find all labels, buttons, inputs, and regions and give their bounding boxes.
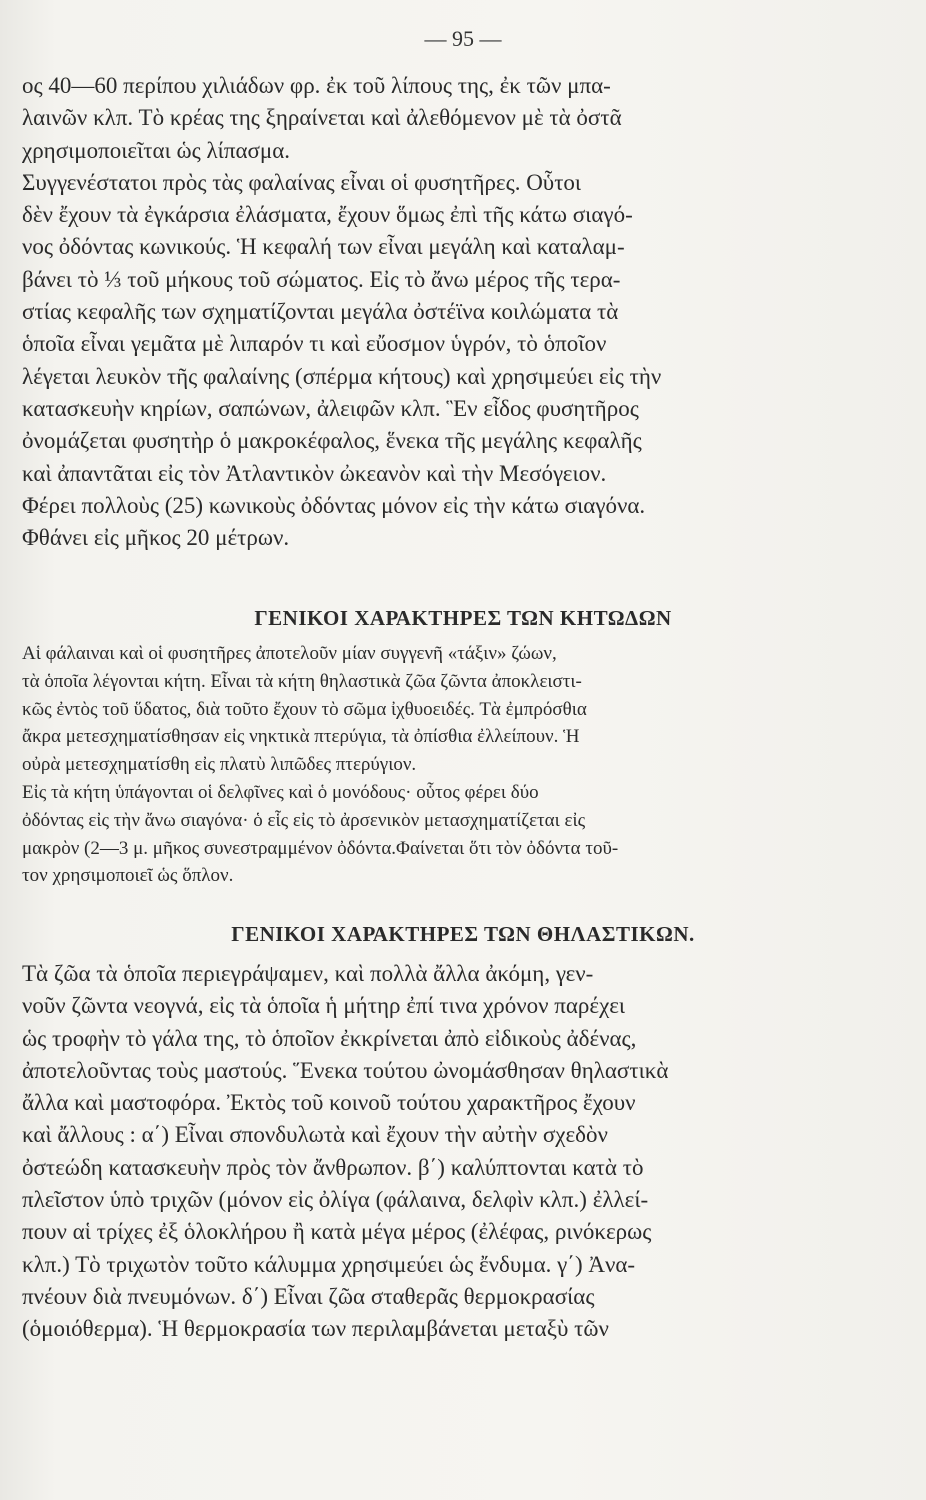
text-line: ὀστεώδη κατασκευὴν πρὸς τὸν ἄνθρωπον. β΄) καλύπτονται κατὰ τὸ: [22, 1154, 644, 1180]
text-line: στίας κεφαλῆς των σχηματίζονται μεγάλα ὀστέϊνα κοιλώματα τὰ: [22, 299, 619, 325]
text-line: ος 40—60 περίπου χιλιάδων φρ. ἐκ τοῦ λίπους της, ἐκ τῶν μπα-: [22, 73, 611, 98]
paragraph-cetaceans: [22, 640, 902, 890]
text-line: κῶς ἐντὸς τοῦ ὕδατος, διὰ τοῦτο ἔχουν τὸ σῶμα ἰχθυοειδές. Τὰ ἐμπρόσθια: [22, 698, 587, 720]
text-line: κλπ.) Τὸ τριχωτὸν τοῦτο κάλυμμα χρησιμεύει ὡς ἔνδυμα. γ΄) Ἀνα-: [22, 1251, 636, 1277]
text-line: ὀνομάζεται φυσητὴρ ὁ μακροκέφαλος, ἕνεκα τῆς μεγάλης κεφαλῆς: [22, 428, 642, 454]
paragraph-whales-and-sperm-whales: [22, 70, 902, 554]
text-line: λέγεται λευκὸν τῆς φαλαίνης (σπέρμα κήτους) καὶ χρησιμεύει εἰς τὴν: [22, 363, 662, 389]
text-line: τον χρησιμοποιεῖ ὡς ὅπλον.: [22, 865, 234, 887]
text-line: μακρὸν (2—3 μ. μῆκος συνεστραμμένον ὀδόντα.Φαίνεται ὅτι τὸν ὀδόντα τοῦ-: [22, 837, 619, 859]
text-line: κατασκευὴν κηρίων, σαπώνων, ἀλειφῶν κλπ. Ἓν εἶδος φυσητῆρος: [22, 395, 639, 421]
text-line: πλεῖστον ὑπὸ τριχῶν (μόνον εἰς ὀλίγα (φάλαινα, δελφὶν κλπ.) ἐλλεί-: [22, 1187, 649, 1213]
text-line: ὡς τροφὴν τὸ γάλα της, τὸ ὁποῖον ἐκκρίνεται ἀπὸ εἰδικοὺς ἀδένας,: [22, 1025, 637, 1051]
text-line: ἀποτελοῦντας τοὺς μαστούς. Ἕνεκα τούτου ὠνομάσθησαν θηλαστικὰ: [22, 1057, 669, 1083]
text-line: (ὁμοιόθερμα). Ἡ θερμοκρασία των περιλαμβάνεται μεταξὺ τῶν: [22, 1316, 609, 1342]
text-line: Τὰ ζῶα τὰ ὁποῖα περιεγράψαμεν, καὶ πολλὰ ἄλλα ἀκόμη, γεν-: [22, 961, 594, 986]
text-line: χρησιμοποιεῖται ὡς λίπασμα.: [22, 137, 291, 163]
paragraph-mammals: [22, 958, 902, 1346]
text-line: ἄκρα μετεσχηματίσθησαν εἰς νηκτικὰ πτερύγια, τὰ ὀπίσθια ἐλλείπουν. Ἡ: [22, 726, 580, 748]
text-line: πνέουν διὰ πνευμόνων. δ΄) Εἶναι ζῶα σταθερᾶς θερμοκρασίας: [22, 1283, 595, 1309]
text-line: Εἰς τὰ κήτη ὑπάγονται οἱ δελφῖνες καὶ ὁ μονόδους· οὗτος φέρει δύο: [22, 781, 539, 803]
section-heading-mammals: ΓΕΝΙΚΟΙ ΧΑΡΑΚΤΗΡΕΣ ΤΩΝ ΘΗΛΑΣΤΙΚΩΝ.: [231, 922, 695, 946]
text-line: νος ὀδόντας κωνικούς. Ἡ κεφαλή των εἶναι μεγάλη καὶ καταλαμ-: [22, 234, 625, 260]
text-line: ὀδόντας εἰς τὴν ἄνω σιαγόνα· ὁ εἷς εἰς τὸ ἀρσενικὸν μετασχηματίζεται εἰς: [22, 809, 586, 831]
text-line: τὰ ὁποῖα λέγονται κήτη. Εἶναι τὰ κήτη θηλαστικὰ ζῶα ζῶντα ἀποκλειστι-: [22, 670, 582, 692]
text-line: βάνει τὸ ⅓ τοῦ μήκους τοῦ σώματος. Εἰς τὸ ἄνω μέρος τῆς τερα-: [22, 266, 621, 292]
text-line: Αἱ φάλαιναι καὶ οἱ φυσητῆρες ἀποτελοῦν μίαν συγγενῆ «τάξιν» ζώων,: [22, 643, 557, 664]
text-line: καὶ ἄλλους : α΄) Εἶναι σπονδυλωτὰ καὶ ἔχουν τὴν αὐτὴν σχεδὸν: [22, 1122, 608, 1148]
text-line: οὐρὰ μετεσχηματίσθη εἰς πλατὺ λιπῶδες πτερύγιον.: [22, 754, 417, 776]
text-line: καὶ ἀπαντᾶται εἰς τὸν Ἀτλαντικὸν ὠκεανὸν καὶ τὴν Μεσόγειον.: [22, 460, 607, 486]
text-line: ὁποῖα εἶναι γεμᾶτα μὲ λιπαρόν τι καὶ εὔοσμον ὑγρόν, τὸ ὁποῖον: [22, 331, 607, 357]
text-line: πουν αἱ τρίχες ἐξ ὁλοκλήρου ἢ κατὰ μέγα μέρος (ἐλέφας, ρινόκερως: [22, 1219, 652, 1245]
text-line: νοῦν ζῶντα νεογνά, εἰς τὰ ὁποῖα ἡ μήτηρ ἐπί τινα χρόνον παρέχει: [22, 993, 626, 1019]
text-line: δὲν ἔχουν τὰ ἐγκάρσια ἐλάσματα, ἔχουν ὅμως ἐπὶ τῆς κάτω σιαγό-: [22, 202, 633, 228]
text-line: ἄλλα καὶ μαστοφόρα. Ἐκτὸς τοῦ κοινοῦ τούτου χαρακτῆρος ἔχουν: [22, 1090, 636, 1116]
text-line: Φέρει πολλοὺς (25) κωνικοὺς ὀδόντας μόνον εἰς τὴν κάτω σιαγόνα.: [22, 492, 646, 518]
text-line: Συγγενέστατοι πρὸς τὰς φαλαίνας εἶναι οἱ φυσητῆρες. Οὗτοι: [22, 169, 582, 195]
section-heading-cetaceans: ΓΕΝΙΚΟΙ ΧΑΡΑΚΤΗΡΕΣ ΤΩΝ ΚΗΤΩΔΩΝ: [254, 606, 672, 630]
text-line: λαινῶν κλπ. Τὸ κρέας της ξηραίνεται καὶ ἀλεθόμενον μὲ τὰ ὀστᾶ: [22, 105, 622, 131]
page-number: — 95 —: [424, 26, 502, 51]
text-line: Φθάνει εἰς μῆκος 20 μέτρων.: [22, 525, 290, 551]
